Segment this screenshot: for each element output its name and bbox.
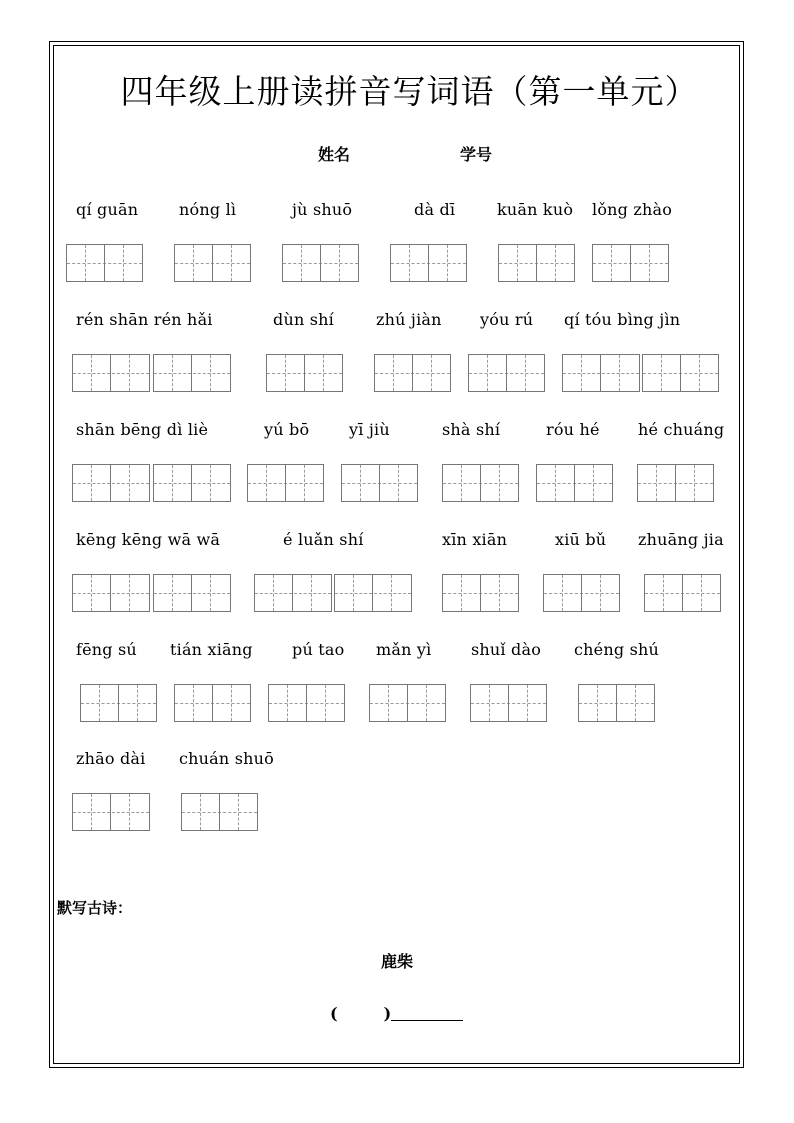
pinyin-item: shà shí: [442, 420, 501, 439]
writing-grid[interactable]: [442, 574, 519, 612]
pinyin-item: chuán shuō: [179, 749, 274, 768]
writing-grid[interactable]: [468, 354, 545, 392]
writing-grid[interactable]: [174, 684, 251, 722]
writing-grid[interactable]: [369, 684, 446, 722]
pinyin-item: kēng kēng wā wā: [76, 530, 221, 549]
pinyin-item: chéng shú: [574, 640, 659, 659]
pinyin-item: yú bō: [264, 420, 310, 439]
pinyin-item: shuǐ dào: [471, 640, 542, 659]
pinyin-item: zhāo dài: [76, 749, 146, 768]
writing-grid[interactable]: [72, 354, 150, 392]
writing-grid[interactable]: [374, 354, 451, 392]
writing-grid[interactable]: [578, 684, 655, 722]
name-field-label: 姓名: [318, 145, 351, 164]
writing-grid[interactable]: [644, 574, 721, 612]
writing-grid[interactable]: [592, 244, 669, 282]
author-blank-line[interactable]: [391, 1004, 463, 1021]
writing-grid[interactable]: [72, 574, 150, 612]
pinyin-item: qí guān: [76, 200, 139, 219]
writing-grid[interactable]: [153, 464, 231, 502]
writing-grid[interactable]: [562, 354, 640, 392]
writing-grid[interactable]: [66, 244, 143, 282]
writing-grid[interactable]: [266, 354, 343, 392]
writing-grid[interactable]: [498, 244, 575, 282]
pinyin-item: rén shān rén hǎi: [76, 310, 213, 329]
pinyin-item: pú tao: [292, 640, 345, 659]
writing-grid[interactable]: [181, 793, 258, 831]
writing-grid[interactable]: [254, 574, 332, 612]
writing-grid[interactable]: [153, 574, 231, 612]
writing-grid[interactable]: [174, 244, 251, 282]
pinyin-item: yī jiù: [349, 420, 390, 439]
pinyin-item: qí tóu bìng jìn: [564, 310, 681, 329]
writing-grid[interactable]: [153, 354, 231, 392]
author-close-paren: ): [383, 1004, 392, 1023]
poem-dictation-label: 默写古诗：: [57, 899, 133, 917]
writing-grid[interactable]: [442, 464, 519, 502]
writing-grid[interactable]: [334, 574, 412, 612]
worksheet-title: 四年级上册读拼音写词语（第一单元）: [120, 72, 699, 111]
pinyin-item: fēng sú: [76, 640, 137, 659]
pinyin-item: zhuāng jia: [638, 530, 724, 549]
writing-grid[interactable]: [543, 574, 620, 612]
writing-grid[interactable]: [642, 354, 719, 392]
writing-grid[interactable]: [470, 684, 547, 722]
pinyin-item: zhú jiàn: [376, 310, 442, 329]
writing-grid[interactable]: [390, 244, 467, 282]
pinyin-item: tián xiāng: [170, 640, 253, 659]
pinyin-item: róu hé: [546, 420, 600, 439]
pinyin-item: xīn xiān: [442, 530, 508, 549]
author-open-paren: (: [330, 1004, 338, 1023]
student-number-label: 学号: [460, 145, 493, 164]
writing-grid[interactable]: [72, 793, 150, 831]
writing-grid[interactable]: [282, 244, 359, 282]
page-border-inner: [53, 45, 740, 1064]
poem-author-line: [330, 1004, 463, 1023]
writing-grid[interactable]: [341, 464, 418, 502]
pinyin-item: shān bēng dì liè: [76, 420, 209, 439]
writing-grid[interactable]: [72, 464, 150, 502]
writing-grid[interactable]: [80, 684, 157, 722]
pinyin-item: jù shuō: [292, 200, 353, 219]
pinyin-item: lǒng zhào: [592, 200, 673, 219]
pinyin-item: mǎn yì: [376, 640, 432, 659]
pinyin-item: dà dī: [414, 200, 456, 219]
writing-grid[interactable]: [637, 464, 714, 502]
pinyin-item: dùn shí: [273, 310, 334, 329]
pinyin-item: é luǎn shí: [283, 530, 364, 549]
writing-grid[interactable]: [268, 684, 345, 722]
pinyin-item: xiū bǔ: [555, 530, 607, 549]
poem-title: 鹿柴: [380, 952, 413, 971]
writing-grid[interactable]: [247, 464, 324, 502]
pinyin-item: hé chuáng: [638, 420, 725, 439]
pinyin-item: nóng lì: [179, 200, 237, 219]
pinyin-item: yóu rú: [480, 310, 534, 329]
writing-grid[interactable]: [536, 464, 613, 502]
pinyin-item: kuān kuò: [497, 200, 574, 219]
